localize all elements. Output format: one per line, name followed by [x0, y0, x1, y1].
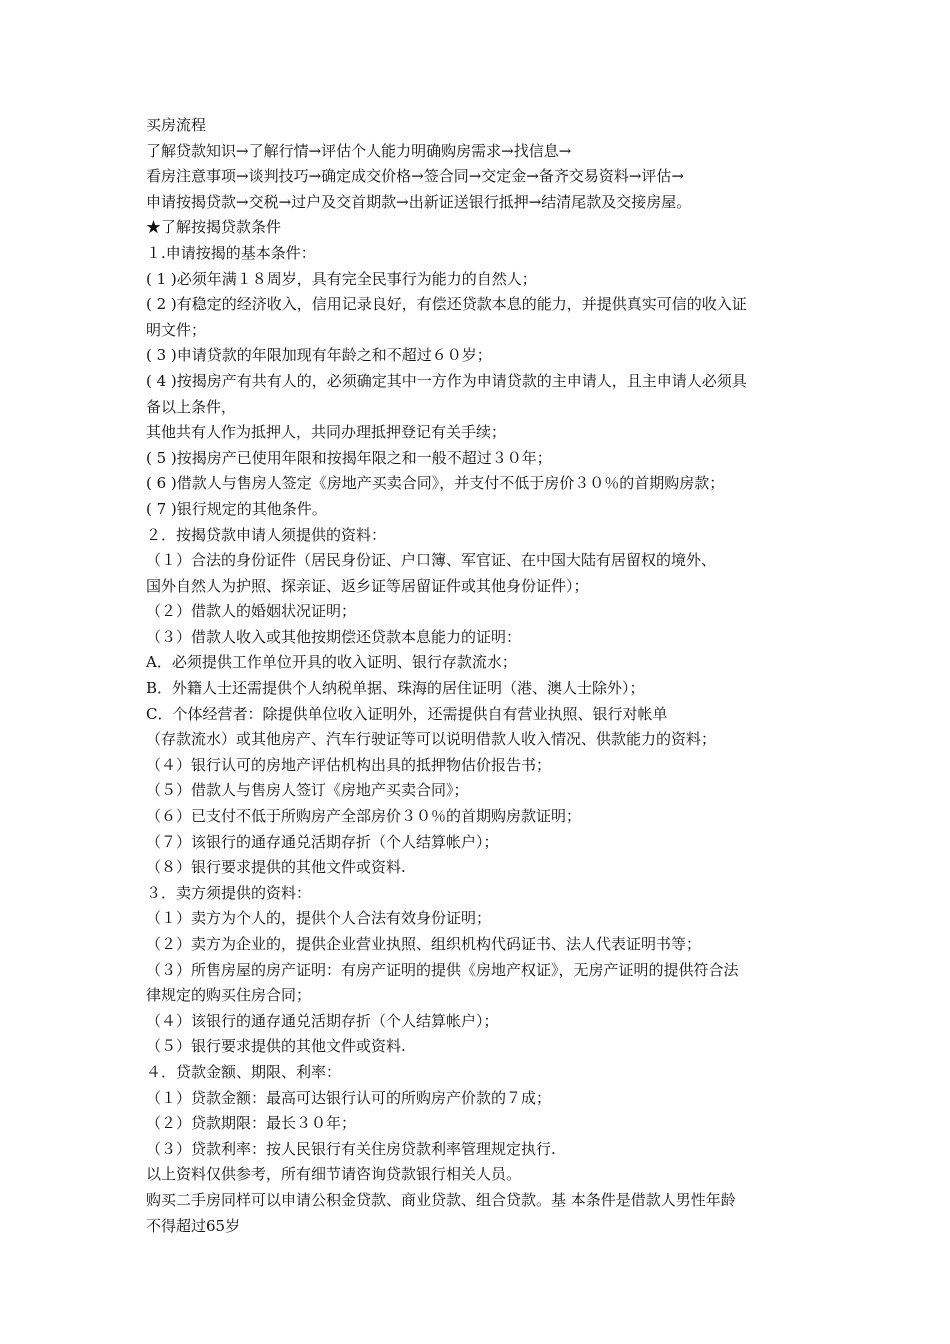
subsection-heading: ３．卖方须提供的资料： [146, 883, 312, 902]
text-line: ( 3 )申请贷款的年限加现有年龄之和不超过６０岁； [146, 346, 492, 365]
text-line: ( 1 )必须年满１８周岁，具有完全民事行为能力的自然人； [146, 269, 537, 288]
text-line: ( 4 )按揭房产有共有人的，必须确定其中一方作为申请贷款的主申请人，且主申请人必须具 [146, 371, 747, 390]
subsection-heading: ４．贷款金额、期限、利率： [146, 1062, 342, 1081]
text-line: C．个体经营者：除提供单位收入证明外，还需提供自有营业执照、银行对帐单 [146, 704, 668, 723]
text-line: 了解贷款知识→了解行情→评估个人能力明确购房需求→找信息→ [146, 141, 572, 160]
text-line: （４）该银行的通存通兑活期存折（个人结算帐户）； [146, 1011, 499, 1030]
text-line: 国外自然人为护照、探亲证、返乡证等居留证件或其他身份证件）； [146, 576, 589, 595]
text-line: （１）贷款金额：最高可达银行认可的所购房产价款的７成； [146, 1088, 552, 1107]
text-line: （存款流水）或其他房产、汽车行驶证等可以说明借款人收入情况、供款能力的资料； [146, 730, 717, 749]
text-line: （８）银行要求提供的其他文件或资料. [146, 858, 406, 877]
document-body [146, 113, 826, 1239]
text-line: 不得超过65岁 [146, 1216, 241, 1235]
text-line: （１）卖方为个人的，提供个人合法有效身份证明； [146, 909, 492, 928]
text-line: ( 7 )银行规定的其他条件。 [146, 499, 327, 518]
text-line: ( 2 )有稳定的经济收入，信用记录良好，有偿还贷款本息的能力，并提供真实可信的收入证 [146, 295, 747, 314]
text-line: （１）合法的身份证件（居民身份证、户口簿、军官证、在中国大陆有居留权的境外、 [146, 551, 717, 570]
text-line: （３）所售房屋的房产证明：有房产证明的提供《房地产权证》，无房产证明的提供符合法 [146, 960, 739, 979]
section-heading: ★了解按揭贷款条件 [146, 218, 282, 237]
text-line: 其他共有人作为抵押人，共同办理抵押登记有关手续； [146, 423, 507, 442]
text-line: （３）贷款利率：按人民银行有关住房贷款利率管理规定执行. [146, 1139, 556, 1158]
text-line: 申请按揭贷款→交税→过户及交首期款→出新证送银行抵押→结清尾款及交接房屋。 [146, 192, 692, 211]
document-title: 买房流程 [146, 116, 207, 134]
text-line: B．外籍人士还需提供个人纳税单据、珠海的居住证明（港、澳人士除外）； [146, 679, 645, 698]
text-line: ( 5 )按揭房产已使用年限和按揭年限之和一般不超过３０年； [146, 448, 552, 467]
text-line: （６）已支付不低于所购房产全部房价３０％的首期购房款证明； [146, 807, 582, 826]
text-line: ( 6 )借款人与售房人签定《房地产买卖合同》，并支付不低于房价３０％的首期购房款； [146, 474, 725, 493]
text-line: 备以上条件， [146, 397, 237, 416]
text-line: A．必须提供工作单位开具的收入证明、银行存款流水； [146, 653, 517, 672]
text-line: （４）银行认可的房地产评估机构出具的抵押物估价报告书； [146, 755, 552, 774]
text-line: （２）卖方为企业的，提供企业营业执照、组织机构代码证书、法人代表证明书等； [146, 935, 702, 953]
text-line: 以上资料仅供参考，所有细节请咨询贷款银行相关人员。 [146, 1165, 522, 1184]
text-line: （２）借款人的婚姻状况证明； [146, 602, 357, 621]
text-line: （５）银行要求提供的其他文件或资料. [146, 1037, 406, 1056]
text-line: （２）贷款期限：最长３０年； [146, 1114, 357, 1133]
text-line: （７）该银行的通存通兑活期存折（个人结算帐户）； [146, 832, 499, 851]
subsection-heading: ２．按揭贷款申请人须提供的资料： [146, 525, 387, 544]
text-line: （３）借款人收入或其他按期偿还贷款本息能力的证明： [146, 627, 522, 646]
text-line: 明文件； [146, 320, 207, 339]
text-line: 看房注意事项→谈判技巧→确定成交价格→签合同→交定金→备齐交易资料→评估→ [146, 167, 684, 186]
text-line: 律规定的购买住房合同； [146, 986, 312, 1005]
text-line: 购买二手房同样可以申请公积金贷款、商业贷款、组合贷款。基 本条件是借款人男性年龄 [146, 1190, 736, 1209]
text-line: （５）借款人与售房人签订《房地产买卖合同》； [146, 781, 469, 800]
subsection-heading: １.申请按揭的基本条件： [146, 243, 316, 262]
